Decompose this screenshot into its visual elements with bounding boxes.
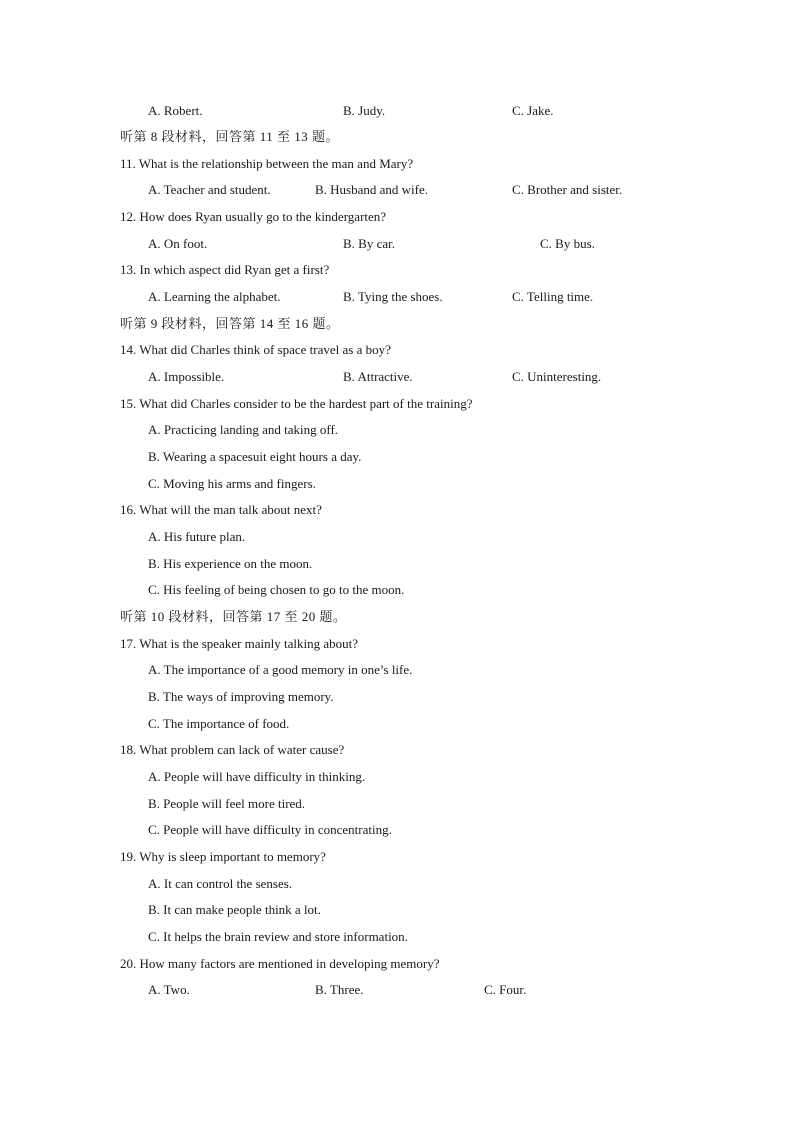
section-heading: 听第 10 段材料，回答第 17 至 20 题。 — [120, 609, 347, 624]
answer-option: B. Tying the shoes. — [343, 289, 443, 304]
answer-option: A. Robert. — [148, 103, 203, 118]
answer-option: B. Husband and wife. — [315, 182, 429, 197]
answer-option: B. Wearing a spacesuit eight hours a day. — [148, 449, 362, 464]
answer-option: B. Judy. — [343, 103, 386, 118]
answer-option: B. People will feel more tired. — [148, 796, 306, 811]
answer-option: A. Two. — [148, 982, 190, 997]
question-text: 16. What will the man talk about next? — [120, 502, 322, 517]
answer-option: B. Attractive. — [343, 369, 413, 384]
answer-option: C. Moving his arms and fingers. — [148, 476, 316, 491]
answer-option: A. People will have difficulty in thinking. — [148, 769, 366, 784]
question-text: 19. Why is sleep important to memory? — [120, 849, 326, 864]
answer-option: C. Uninteresting. — [512, 369, 602, 384]
question-text: 20. How many factors are mentioned in developing memory? — [120, 956, 440, 971]
answer-option: C. People will have difficulty in concentrating. — [148, 822, 392, 837]
answer-option: A. Practicing landing and taking off. — [148, 422, 339, 437]
question-text: 18. What problem can lack of water cause? — [120, 742, 345, 757]
answer-option: C. The importance of food. — [148, 716, 290, 731]
answer-option: C. Jake. — [512, 103, 554, 118]
answer-option-row — [148, 103, 203, 119]
answer-option: C. Four. — [484, 982, 527, 997]
answer-option: B. His experience on the moon. — [148, 556, 313, 571]
question-text: 11. What is the relationship between the man and Mary? — [120, 156, 414, 171]
question-text: 15. What did Charles consider to be the hardest part of the training? — [120, 396, 473, 411]
answer-option: C. By bus. — [540, 236, 595, 251]
answer-option: A. Impossible. — [148, 369, 225, 384]
answer-option: B. The ways of improving memory. — [148, 689, 334, 704]
answer-option: A. The importance of a good memory in one’s life. — [148, 662, 413, 677]
section-heading: 听第 8 段材料，回答第 11 至 13 题。 — [120, 129, 340, 144]
answer-option: B. By car. — [343, 236, 395, 251]
answer-option: A. On foot. — [148, 236, 208, 251]
question-text: 17. What is the speaker mainly talking about? — [120, 636, 359, 651]
section-heading: 听第 9 段材料，回答第 14 至 16 题。 — [120, 316, 340, 331]
answer-option: C. Telling time. — [512, 289, 594, 304]
answer-option: A. His future plan. — [148, 529, 246, 544]
answer-option: C. It helps the brain review and store information. — [148, 929, 408, 944]
answer-option: B. Three. — [315, 982, 364, 997]
question-text: 13. In which aspect did Ryan get a first? — [120, 262, 330, 277]
answer-option: A. Teacher and student. — [148, 182, 271, 197]
answer-option: A. Learning the alphabet. — [148, 289, 281, 304]
answer-option: A. It can control the senses. — [148, 876, 293, 891]
answer-option: C. Brother and sister. — [512, 182, 623, 197]
question-text: 14. What did Charles think of space travel as a boy? — [120, 342, 391, 357]
answer-option: C. His feeling of being chosen to go to the moon. — [148, 582, 405, 597]
question-text: 12. How does Ryan usually go to the kindergarten? — [120, 209, 387, 224]
answer-option: B. It can make people think a lot. — [148, 902, 321, 917]
